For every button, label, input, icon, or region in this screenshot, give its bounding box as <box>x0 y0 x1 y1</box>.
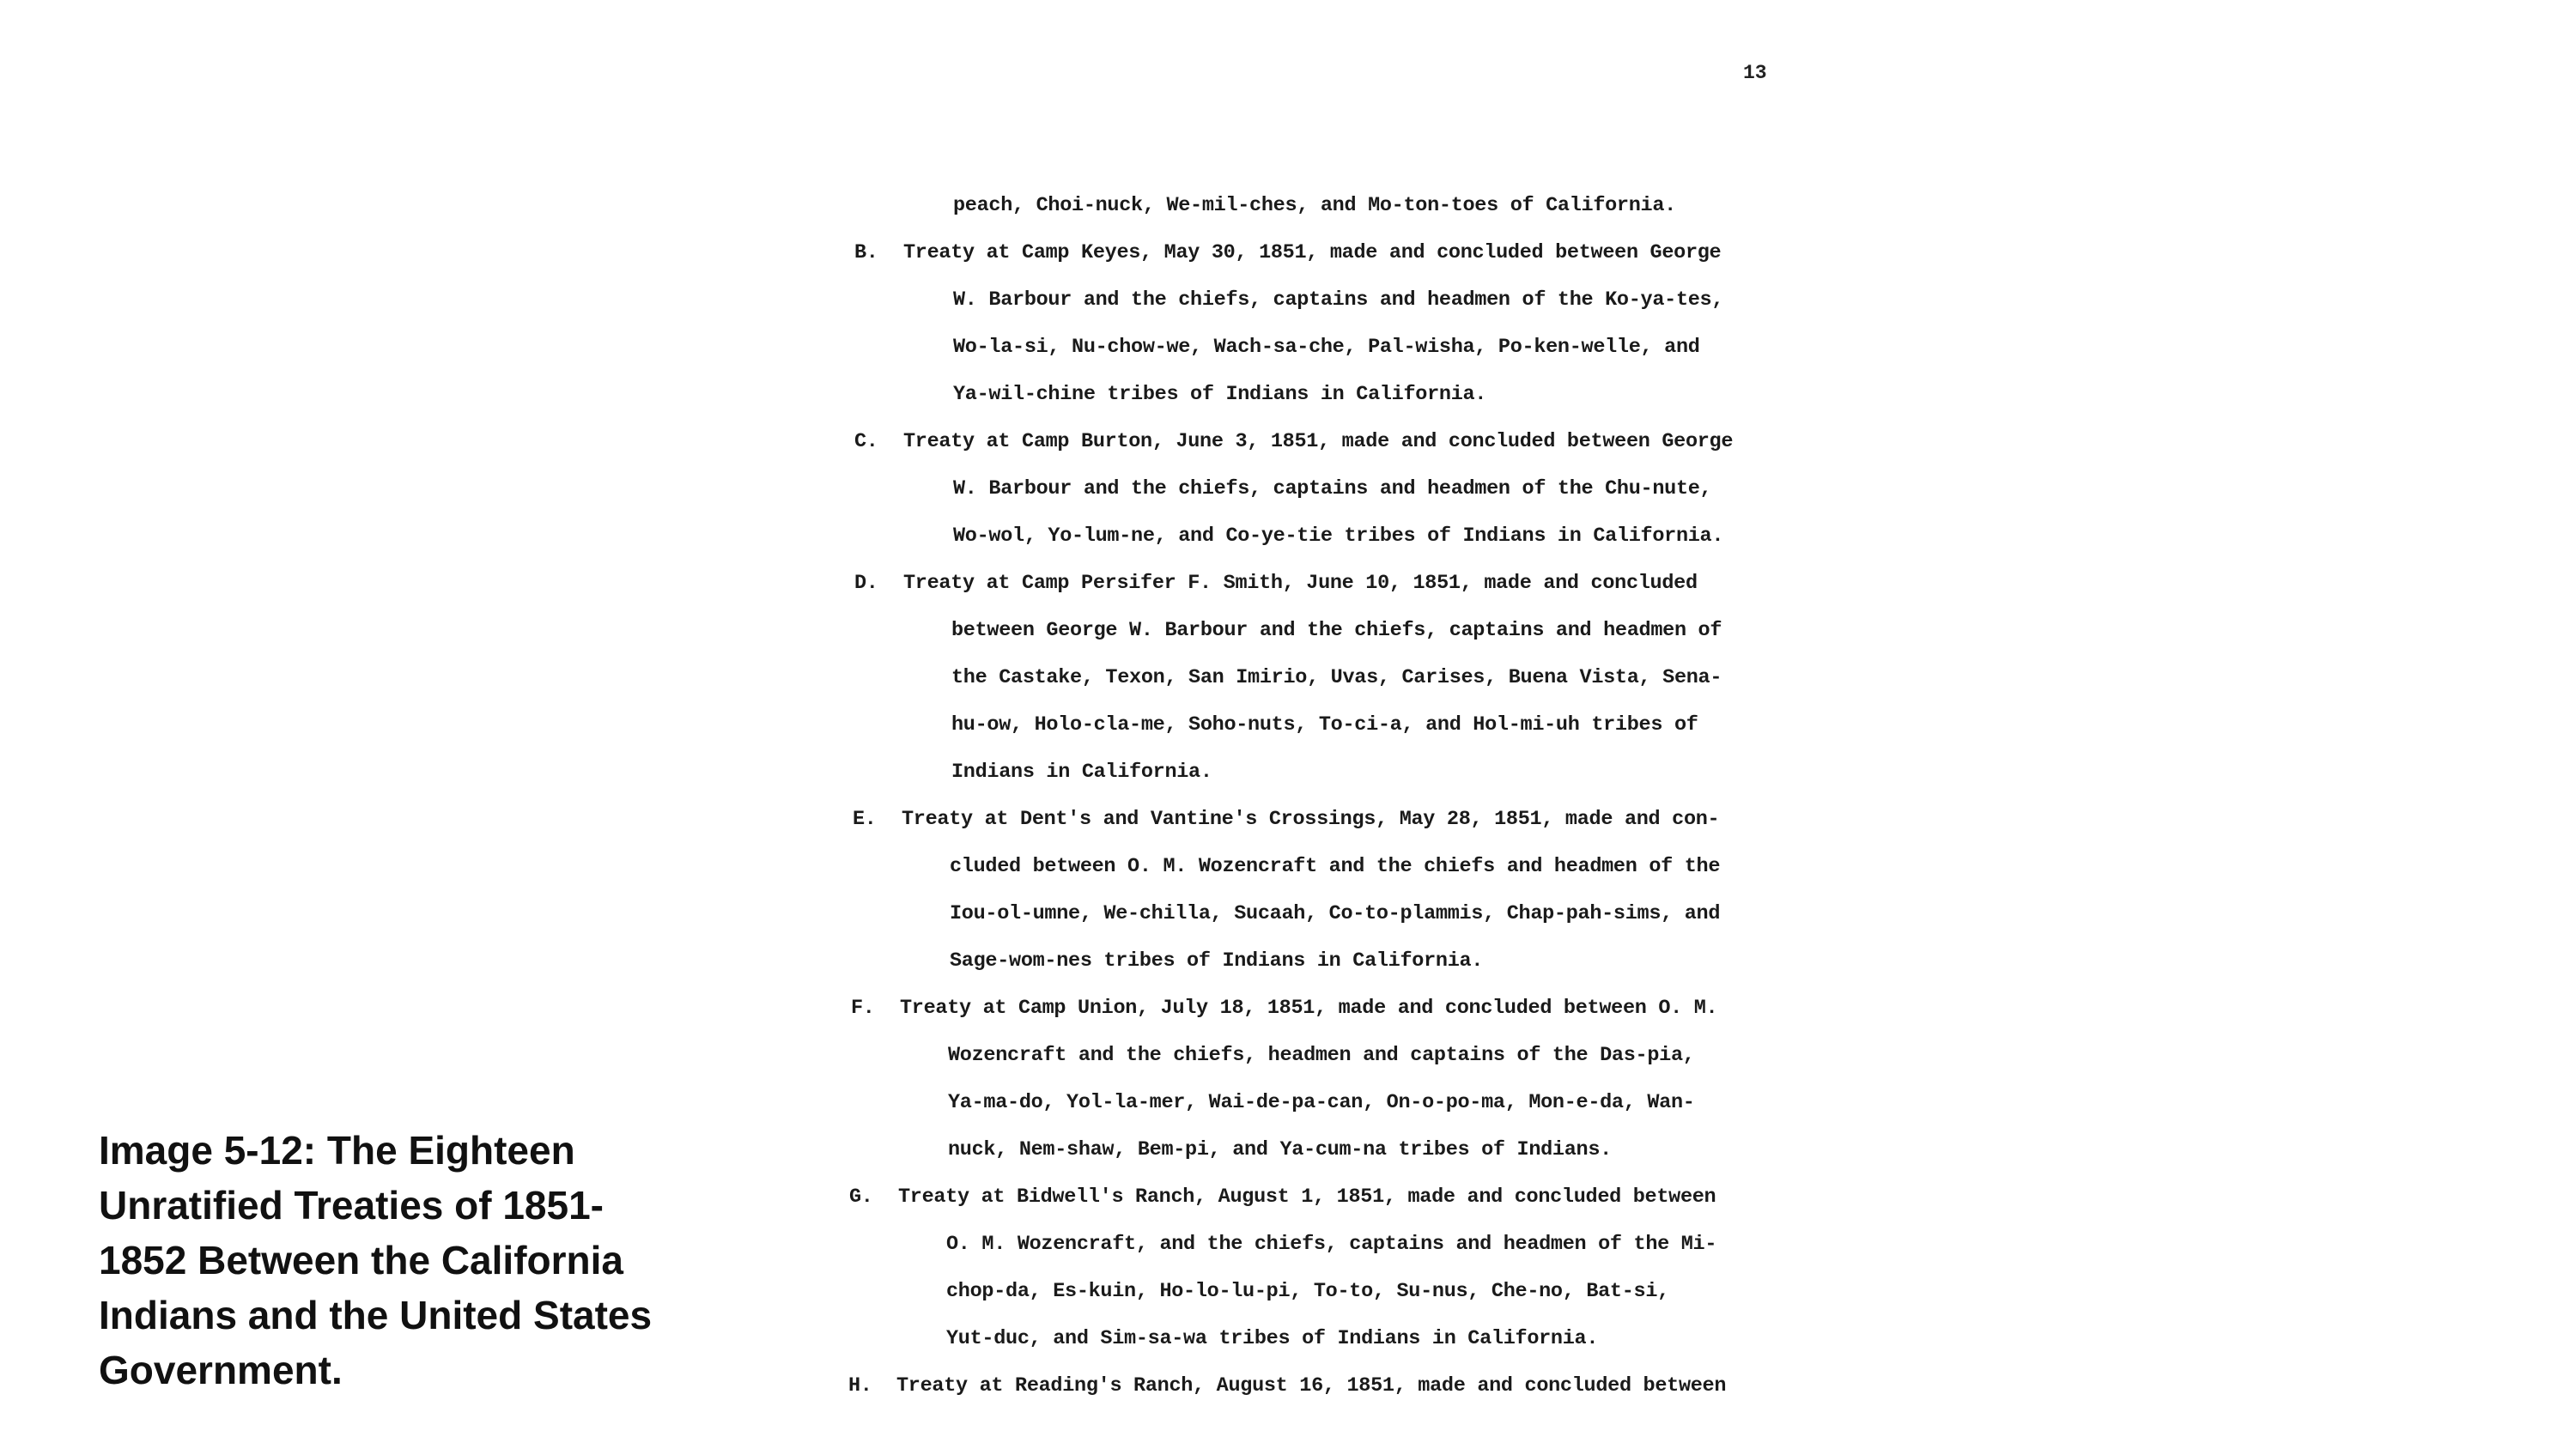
treaty-letter-e: E. <box>853 808 877 831</box>
treaty-e-line-3: Iou-ol-umne, We-chilla, Sucaah, Co-to-plammis, Chap-pah-sims, and <box>950 902 1721 925</box>
treaty-d-line-2: between George W. Barbour and the chiefs, captains and headmen of <box>951 619 1722 642</box>
treaty-letter-g: G. <box>849 1185 873 1209</box>
treaty-g-line-3: chop-da, Es-kuin, Ho-lo-lu-pi, To-to, Su-nus, Che-no, Bat-si, <box>946 1280 1669 1303</box>
treaty-f-line-1: Treaty at Camp Union, July 18, 1851, made and concluded between O. M. <box>900 997 1718 1020</box>
treaty-e-line-2: cluded between O. M. Wozencraft and the chiefs and headmen of the <box>950 855 1721 878</box>
treaty-h-line-1: Treaty at Reading's Ranch, August 16, 1851, made and concluded between <box>896 1374 1727 1397</box>
treaty-d-line-4: hu-ow, Holo-cla-me, Soho-nuts, To-ci-a, and Hol-mi-uh tribes of <box>951 713 1698 737</box>
treaty-f-line-3: Ya-ma-do, Yol-la-mer, Wai-de-pa-can, On-o-po-ma, Mon-e-da, Wan- <box>948 1091 1695 1114</box>
treaty-b-line-3: Wo-la-si, Nu-chow-we, Wach-sa-che, Pal-wisha, Po-ken-welle, and <box>953 336 1700 359</box>
treaty-letter-d: D. <box>854 572 878 595</box>
treaty-d-line-1: Treaty at Camp Persifer F. Smith, June 10, 1851, made and concluded <box>903 572 1698 595</box>
treaty-d-line-5: Indians in California. <box>951 761 1212 784</box>
treaty-c-line-3: Wo-wol, Yo-lum-ne, and Co-ye-tie tribes of Indians in California. <box>953 524 1724 548</box>
treaty-letter-b: B. <box>854 241 878 264</box>
treaty-g-line-2: O. M. Wozencraft, and the chiefs, captains and headmen of the Mi- <box>946 1233 1717 1256</box>
treaty-letter-c: C. <box>854 430 878 453</box>
treaty-b-line-1: Treaty at Camp Keyes, May 30, 1851, made and concluded between George <box>903 241 1722 264</box>
treaty-e-line-1: Treaty at Dent's and Vantine's Crossings, May 28, 1851, made and con- <box>902 808 1720 831</box>
treaty-f-line-4: nuck, Nem-shaw, Bem-pi, and Ya-cum-na tribes of Indians. <box>948 1138 1612 1161</box>
treaty-g-line-4: Yut-duc, and Sim-sa-wa tribes of Indians in California. <box>946 1327 1599 1350</box>
page-number: 13 <box>1743 62 1767 84</box>
image-caption: Image 5-12: The Eighteen Unratified Treaties of 1851-1852 Between the California Indians and the United States Government. <box>99 1128 653 1392</box>
treaty-e-line-4: Sage-wom-nes tribes of Indians in California. <box>950 949 1484 973</box>
treaty-f-line-2: Wozencraft and the chiefs, headmen and captains of the Das-pia, <box>948 1044 1695 1067</box>
treaty-c-line-2: W. Barbour and the chiefs, captains and headmen of the Chu-nute, <box>953 477 1712 500</box>
treaty-b-line-2: W. Barbour and the chiefs, captains and headmen of the Ko-ya-tes, <box>953 288 1724 312</box>
continuation-line: peach, Choi-nuck, We-mil-ches, and Mo-ton-toes of California. <box>953 194 1676 217</box>
treaty-d-line-3: the Castake, Texon, San Imirio, Uvas, Carises, Buena Vista, Sena- <box>951 666 1722 689</box>
treaty-letter-f: F. <box>851 997 875 1020</box>
treaty-letter-h: H. <box>848 1374 872 1397</box>
treaty-b-line-4: Ya-wil-chine tribes of Indians in California. <box>953 383 1487 406</box>
treaty-c-line-1: Treaty at Camp Burton, June 3, 1851, made and concluded between George <box>903 430 1734 453</box>
treaty-g-line-1: Treaty at Bidwell's Ranch, August 1, 1851, made and concluded between <box>898 1185 1716 1209</box>
